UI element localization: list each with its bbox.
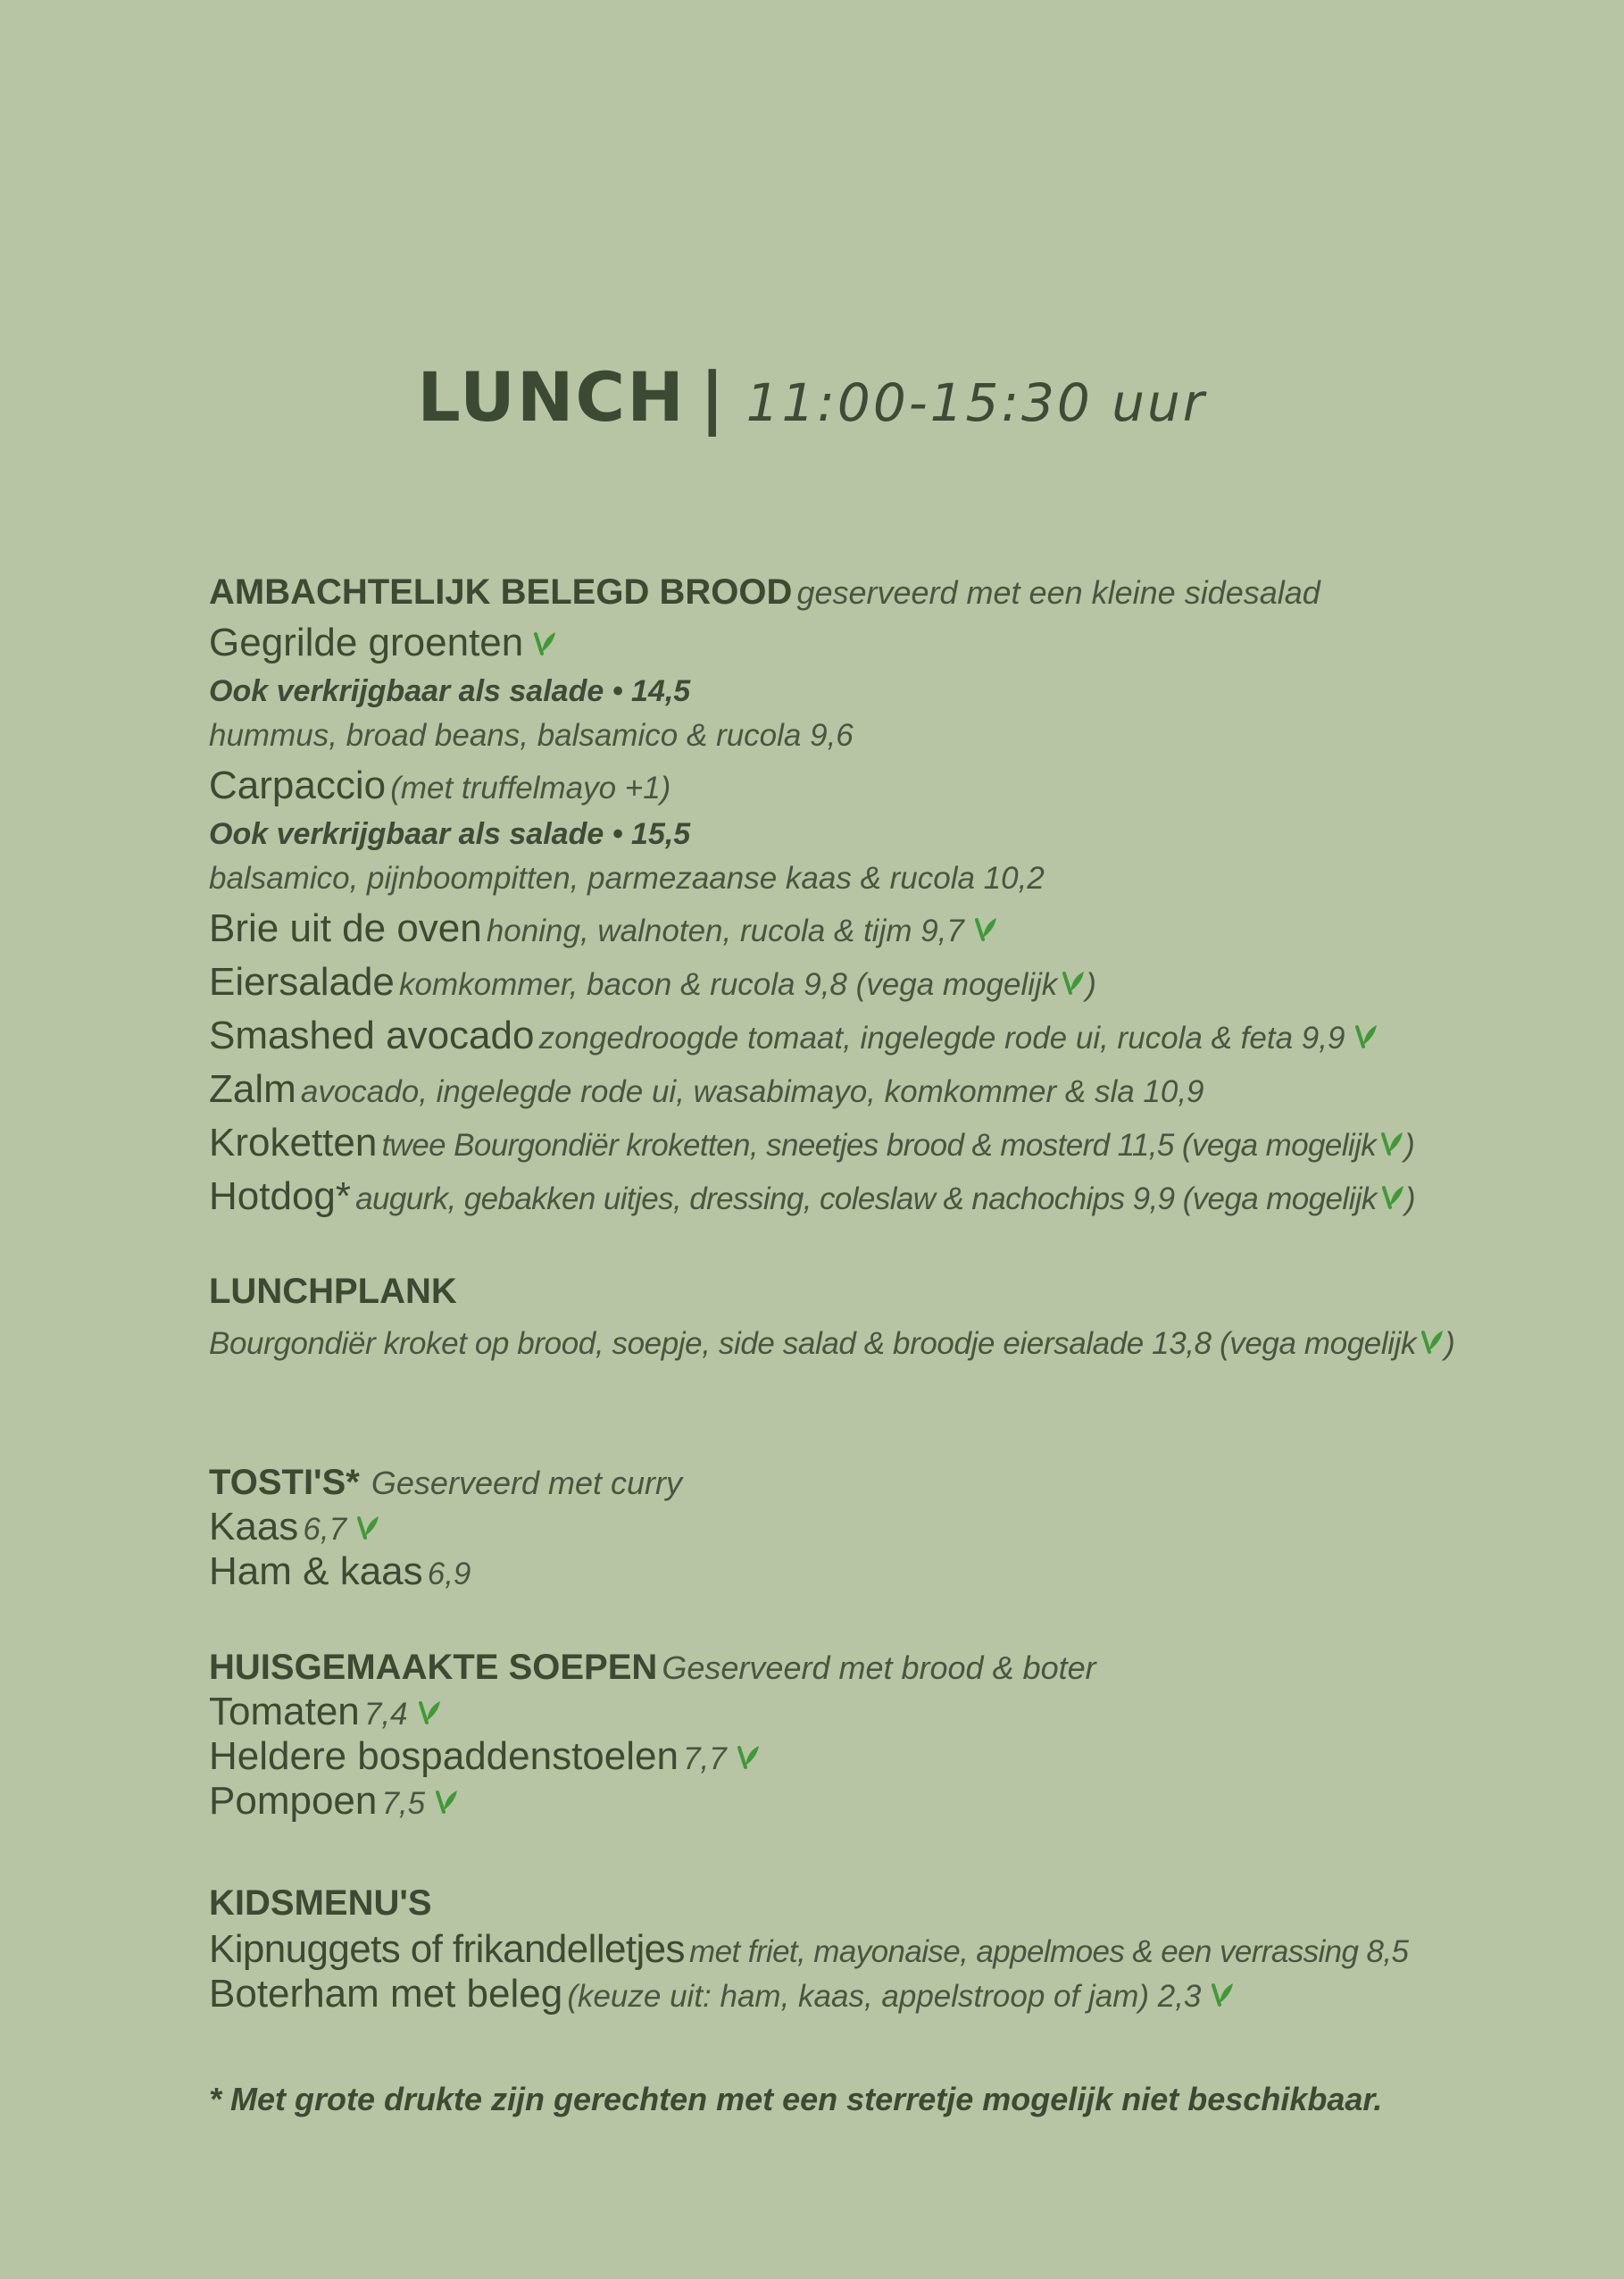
vegan-leaf-icon — [1378, 1182, 1405, 1211]
menu-item-sub: Ook verkrijgbaar als salade • 15,5 — [209, 817, 691, 851]
menu-item-zalm: Zalm avocado, ingelegde rode ui, wasabimayo, komkommer & sla 10,9 — [209, 1067, 1204, 1111]
menu-item-brie: Brie uit de oven honing, walnoten, rucola & tijm 9,7 — [209, 909, 998, 948]
section-heading-tostis: TOSTI'S* Geserveerd met curry — [209, 1463, 683, 1502]
vegan-leaf-icon — [1208, 1980, 1235, 2008]
vegan-leaf-icon — [354, 1513, 380, 1541]
menu-item-lunchplank: Bourgondiër kroket op brood, soepje, side salad & broodje eiersalade 13,8 (vega mogelijk ) — [209, 1326, 1455, 1361]
menu-item-boterham: Boterham met beleg (keuze uit: ham, kaas, appelstroop of jam) 2,3 — [209, 1974, 1235, 2014]
vegan-leaf-icon — [971, 914, 998, 943]
menu-item-eiersalade: Eiersalade komkommer, bacon & rucola 9,8 (vega mogelijk ) — [209, 960, 1096, 1004]
title-lunch: LUNCH — [417, 357, 686, 437]
menu-item-bospaddenstoelen: Heldere bospaddenstoelen 7,7 — [209, 1737, 761, 1776]
menu-item-hotdog: Hotdog* augurk, gebakken uitjes, dressing, coleslaw & nachochips 9,9 (vega mogelijk ) — [209, 1174, 1416, 1218]
menu-item-tomaten: Tomaten 7,4 — [209, 1692, 442, 1732]
menu-item-kroketten: Kroketten twee Bourgondiër kroketten, sneetjes brood & mosterd 11,5 (vega mogelijk ) — [209, 1121, 1415, 1165]
vegan-leaf-icon — [1059, 968, 1086, 997]
vegan-leaf-icon — [1418, 1327, 1445, 1356]
section-heading-lunchplank: LUNCHPLANK — [209, 1272, 457, 1311]
section-heading-soepen: HUISGEMAAKTE SOEPEN Geserveerd met brood & boter — [209, 1648, 1096, 1687]
menu-item-kaas: Kaas 6,7 — [209, 1507, 380, 1547]
vegan-leaf-icon — [432, 1787, 459, 1816]
menu-item-sub: Ook verkrijgbaar als salade • 14,5 — [209, 674, 691, 708]
menu-item-ham-kaas: Ham & kaas 6,9 — [209, 1549, 471, 1593]
title-hours: 11:00-15:30 uur — [745, 372, 1207, 433]
section-heading-kids: KIDSMENU'S — [209, 1883, 432, 1923]
menu-item-desc: balsamico, pijnboompitten, parmezaanse kaas & rucola 10,2 — [209, 861, 1045, 896]
section-heading-brood: AMBACHTELIJK BELEGD BROOD geserveerd met een kleine sidesalad — [209, 572, 1320, 612]
title-separator: | — [699, 357, 725, 437]
vegan-leaf-icon — [415, 1698, 442, 1726]
menu-item-desc: hummus, broad beans, balsamico & rucola 9,6 — [209, 718, 854, 753]
menu-item-pompoen: Pompoen 7,5 — [209, 1782, 459, 1821]
footnote: * Met grote drukte zijn gerechten met een sterretje mogelijk niet beschikbaar. — [209, 2081, 1383, 2117]
menu-item-gegrilde-groenten: Gegrilde groenten — [209, 623, 557, 663]
vegan-leaf-icon — [1352, 1022, 1378, 1050]
menu-item-carpaccio: Carpaccio (met truffelmayo +1) — [209, 764, 671, 807]
vegan-leaf-icon — [1378, 1129, 1404, 1157]
menu-item-kipnuggets: Kipnuggets of frikandelletjes met friet, mayonaise, appelmoes & een verrassing 8,5 — [209, 1927, 1409, 1971]
vegan-leaf-icon — [530, 629, 557, 657]
menu-item-smashed-avocado: Smashed avocado zongedroogde tomaat, ingelegde rode ui, rucola & feta 9,9 — [209, 1016, 1378, 1056]
vegan-leaf-icon — [734, 1742, 761, 1771]
page-title — [0, 357, 1624, 437]
